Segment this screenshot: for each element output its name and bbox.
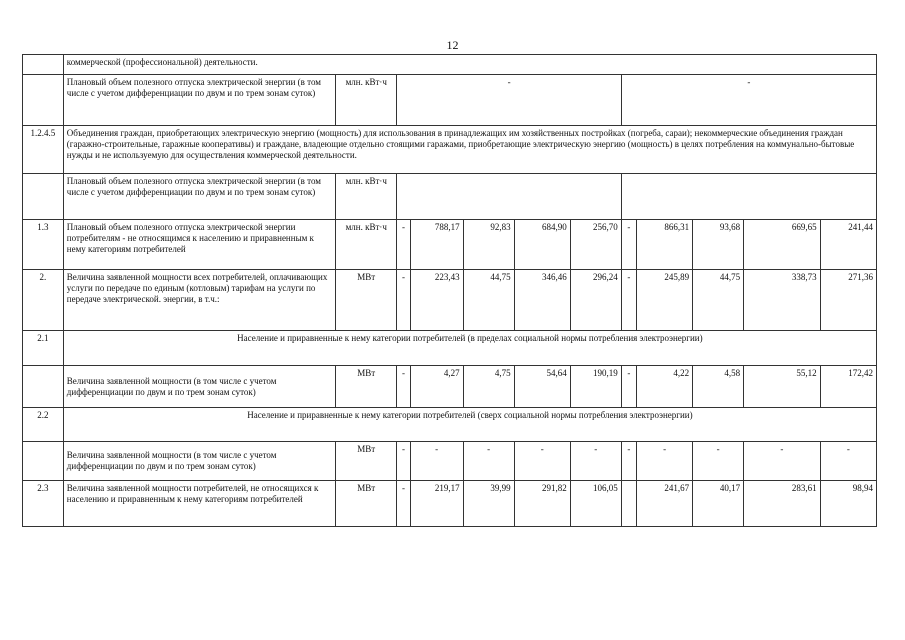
value-cell: 40,17 xyxy=(693,481,744,527)
value-cell: 241,44 xyxy=(820,220,876,270)
value-cell: 788,17 xyxy=(410,220,463,270)
table-row xyxy=(23,126,877,174)
dash-cell: - xyxy=(621,442,636,481)
value-cell: 291,82 xyxy=(514,481,570,527)
value-cell: 44,75 xyxy=(463,270,514,331)
value-cell: 54,64 xyxy=(514,366,570,408)
value-cell xyxy=(621,174,876,220)
unit-cell: млн. кВт·ч xyxy=(336,75,397,126)
value-cell: 4,27 xyxy=(410,366,463,408)
num-cell: 2. xyxy=(23,270,64,331)
num-cell: 1.2.4.5 xyxy=(23,126,64,174)
value-cell: - xyxy=(397,75,621,126)
value-cell: - xyxy=(744,442,821,481)
table-row xyxy=(23,481,877,527)
value-cell: - xyxy=(693,442,744,481)
num-cell xyxy=(23,366,64,408)
table-row xyxy=(23,270,877,331)
table-row xyxy=(23,408,877,442)
value-cell: 106,05 xyxy=(570,481,621,527)
dash-cell: - xyxy=(397,366,410,408)
num-cell xyxy=(23,174,64,220)
value-cell: 245,89 xyxy=(637,270,693,331)
value-cell: 669,65 xyxy=(744,220,821,270)
tariff-table xyxy=(22,54,877,527)
value-cell: 223,43 xyxy=(410,270,463,331)
value-cell: 172,42 xyxy=(820,366,876,408)
dash-cell: - xyxy=(397,481,410,527)
value-cell: 190,19 xyxy=(570,366,621,408)
table-row xyxy=(23,75,877,126)
value-cell: 271,36 xyxy=(820,270,876,331)
dash-cell: - xyxy=(397,270,410,331)
value-cell: 346,46 xyxy=(514,270,570,331)
value-cell: 93,68 xyxy=(693,220,744,270)
value-cell: 4,75 xyxy=(463,366,514,408)
value-cell: 98,94 xyxy=(820,481,876,527)
table-row xyxy=(23,220,877,270)
value-cell: - xyxy=(514,442,570,481)
num-cell: 1.3 xyxy=(23,220,64,270)
indicator-cell: Величина заявленной мощности (в том числе с учетом дифференциации по двум и по трем зонам суток) xyxy=(63,366,335,408)
dash-cell xyxy=(621,481,636,527)
value-cell: 338,73 xyxy=(744,270,821,331)
section-title: Население и приравненные к нему категории потребителей (сверх социальной нормы потребления электроэнергии) xyxy=(63,408,876,442)
value-cell: - xyxy=(570,442,621,481)
page-number: 12 xyxy=(446,38,459,52)
section-title: Население и приравненные к нему категории потребителей (в пределах социальной нормы потребления электроэнергии) xyxy=(63,331,876,366)
unit-cell: МВт xyxy=(336,481,397,527)
value-cell: 219,17 xyxy=(410,481,463,527)
value-cell: 4,22 xyxy=(637,366,693,408)
dash-cell: - xyxy=(621,366,636,408)
indicator-cell: Величина заявленной мощности (в том числе с учетом дифференциации по двум и по трем зонам суток) xyxy=(63,442,335,481)
indicator-cell: Величина заявленной мощности всех потребителей, оплачивающих услуги по передаче по единым (котловым) тарифам на услуги по передаче электрической. энергии, в т.ч.: xyxy=(63,270,335,331)
num-cell xyxy=(23,75,64,126)
dash-cell: - xyxy=(397,220,410,270)
indicator-cell: Плановый объем полезного отпуска электрической энергии (в том числе с учетом дифференциации по двум и по трем зонам суток) xyxy=(63,75,335,126)
dash-cell: - xyxy=(621,270,636,331)
table-row xyxy=(23,366,877,408)
table-row xyxy=(23,331,877,366)
unit-cell: МВт xyxy=(336,442,397,481)
value-cell: - xyxy=(463,442,514,481)
value-cell: 241,67 xyxy=(637,481,693,527)
value-cell: 44,75 xyxy=(693,270,744,331)
value-cell: 92,83 xyxy=(463,220,514,270)
value-cell: 55,12 xyxy=(744,366,821,408)
value-cell: 39,99 xyxy=(463,481,514,527)
value-cell: 283,61 xyxy=(744,481,821,527)
value-cell: 684,90 xyxy=(514,220,570,270)
value-cell: - xyxy=(637,442,693,481)
value-cell xyxy=(397,174,621,220)
value-cell: 4,58 xyxy=(693,366,744,408)
num-cell xyxy=(23,442,64,481)
indicator-cell: Плановый объем полезного отпуска электрической энергии потребителям - не относящимся к населению и приравненным к нему категориям потребителей xyxy=(63,220,335,270)
value-cell: 866,31 xyxy=(637,220,693,270)
value-cell: - xyxy=(820,442,876,481)
unit-cell: МВт xyxy=(336,366,397,408)
num-cell: 2.3 xyxy=(23,481,64,527)
num-cell: 2.1 xyxy=(23,331,64,366)
indicator-cell: Плановый объем полезного отпуска электрической энергии (в том числе с учетом дифференциации по двум и по трем зонам суток) xyxy=(63,174,335,220)
num-cell xyxy=(23,55,64,75)
value-cell: - xyxy=(410,442,463,481)
table-row xyxy=(23,174,877,220)
indicator-cell: Величина заявленной мощности потребителей, не относящихся к населению и приравненным к нему категориям потребителей xyxy=(63,481,335,527)
dash-cell: - xyxy=(621,220,636,270)
text-cell: Объединения граждан, приобретающих электрическую энергию (мощность) для использования в принадлежащих им хозяйственных постройках (погреба, сараи); некоммерческие объединения граждан (гаражно-строительные, гаражные кооперативы) и граждане, владеющие отдельно стоящими гаражами, приобретающие электрическую энергию (мощность) в целях потребления на коммунально-бытовые нужды и не используемую для осуществления коммерческой деятельности. xyxy=(63,126,876,174)
unit-cell: МВт xyxy=(336,270,397,331)
text-cell: коммерческой (профессиональной) деятельности. xyxy=(63,55,876,75)
unit-cell: млн. кВт·ч xyxy=(336,220,397,270)
unit-cell: млн. кВт·ч xyxy=(336,174,397,220)
table-row xyxy=(23,442,877,481)
dash-cell: - xyxy=(397,442,410,481)
value-cell: 256,70 xyxy=(570,220,621,270)
value-cell: - xyxy=(621,75,876,126)
table-row xyxy=(23,55,877,75)
value-cell: 296,24 xyxy=(570,270,621,331)
num-cell: 2.2 xyxy=(23,408,64,442)
